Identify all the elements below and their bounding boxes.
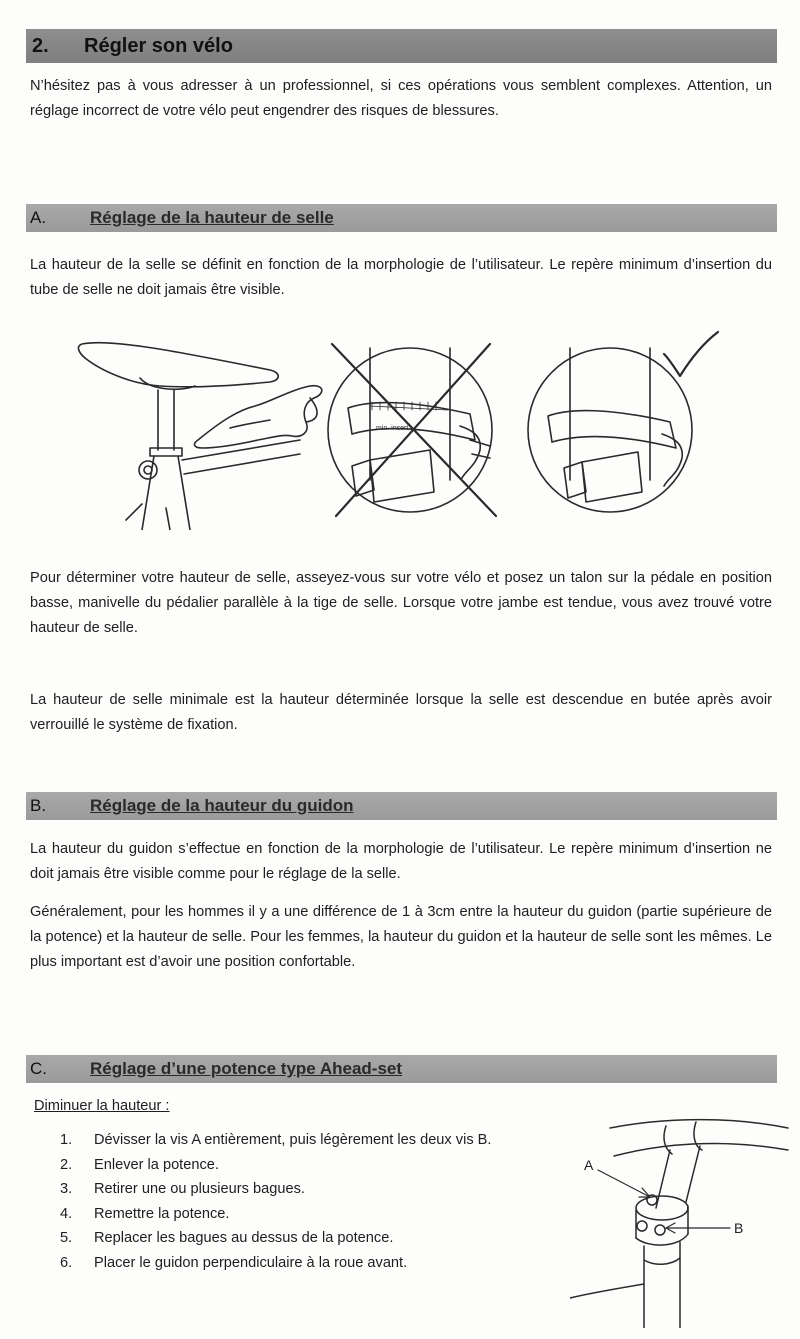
pointing-hand-drawing: [195, 386, 322, 448]
steerer-tube-drawing: [644, 1242, 680, 1328]
section-letter-c: C.: [30, 1059, 47, 1078]
section-a-paragraph-3: La hauteur de selle minimale est la hauteur déterminée lorsque la selle est descendue en butée après avoir verrouillé le système de fixation.: [30, 692, 772, 733]
section-heading-b: [26, 792, 777, 820]
steps-list: [60, 1128, 560, 1275]
seat-height-illustration: [70, 330, 780, 530]
section-heading-a: [26, 204, 777, 232]
section-letter-a: A.: [30, 208, 47, 227]
list-title: Diminuer la hauteur :: [34, 1098, 170, 1114]
list-item: 5. Replacer les bagues au dessus de la potence.: [60, 1230, 394, 1246]
section-title: Régler son vélo: [84, 34, 233, 57]
min-insert-mark: min. insert: [376, 425, 409, 432]
seat-post-drawing: [158, 390, 174, 450]
section-title-c: Réglage d’une potence type Ahead-set: [90, 1059, 403, 1078]
intro-paragraph: N’hésitez pas à vous adresser à un professionnel, si ces opérations vous semblent complexes. Attention, un réglage incorrect de votre vélo peut engendrer des risques de blessures.: [30, 78, 772, 119]
list-item: 6. Placer le guidon perpendiculaire à la roue avant.: [60, 1254, 408, 1271]
list-item: 3. Retirer une ou plusieurs bagues.: [60, 1181, 305, 1197]
label-b: B: [734, 1220, 744, 1236]
section-title-b: Réglage de la hauteur du guidon: [90, 796, 354, 815]
cross-mark-icon: [332, 344, 496, 516]
section-title-a: Réglage de la hauteur de selle: [90, 208, 334, 227]
stem-illustration: [570, 1098, 790, 1328]
section-heading-main: [26, 29, 777, 63]
handlebar-drawing: [610, 1120, 788, 1128]
label-a: A: [584, 1157, 594, 1173]
section-b-paragraph-1: La hauteur du guidon s’effectue en fonction de la morphologie de l’utilisateur. Le repère minimum d’insertion ne doit jamais être visible comme pour le réglage de la selle.: [30, 841, 772, 882]
section-letter-b: B.: [30, 796, 47, 815]
arrow-a-icon: [598, 1170, 648, 1196]
check-mark-icon: [664, 332, 718, 376]
section-number: 2.: [32, 34, 49, 57]
saddle-drawing: [78, 343, 278, 387]
list-item: 2. Enlever la potence.: [60, 1156, 219, 1173]
list-item: 4. Remettre la potence.: [60, 1205, 230, 1222]
section-a-paragraph-1: La hauteur de la selle se définit en fonction de la morphologie de l’utilisateur. Le repère minimum d’insertion du tube de selle ne doit jamais être visible.: [30, 257, 772, 298]
section-b-paragraph-2: Généralement, pour les hommes il y a une différence de 1 à 3cm entre la hauteur du guidon (partie supérieure de la potence) et la hauteur de selle. Pour les femmes, la hauteur du guidon et la hauteur de selle sont les mêmes. Le plus important est d’avoir une position confortable.: [30, 904, 772, 970]
correct-detail-circle: [528, 348, 692, 512]
list-item: 1. Dévisser la vis A entièrement, puis légèrement les deux vis B.: [60, 1132, 492, 1148]
section-a-paragraph-2: Pour déterminer votre hauteur de selle, asseyez-vous sur votre vélo et posez un talon sur la pédale en position basse, manivelle du pédalier parallèle à la tige de selle. Lorsque votre jambe est tendue, vous avez trouvé votre hauteur de selle.: [30, 570, 772, 636]
section-heading-c: [26, 1055, 777, 1083]
